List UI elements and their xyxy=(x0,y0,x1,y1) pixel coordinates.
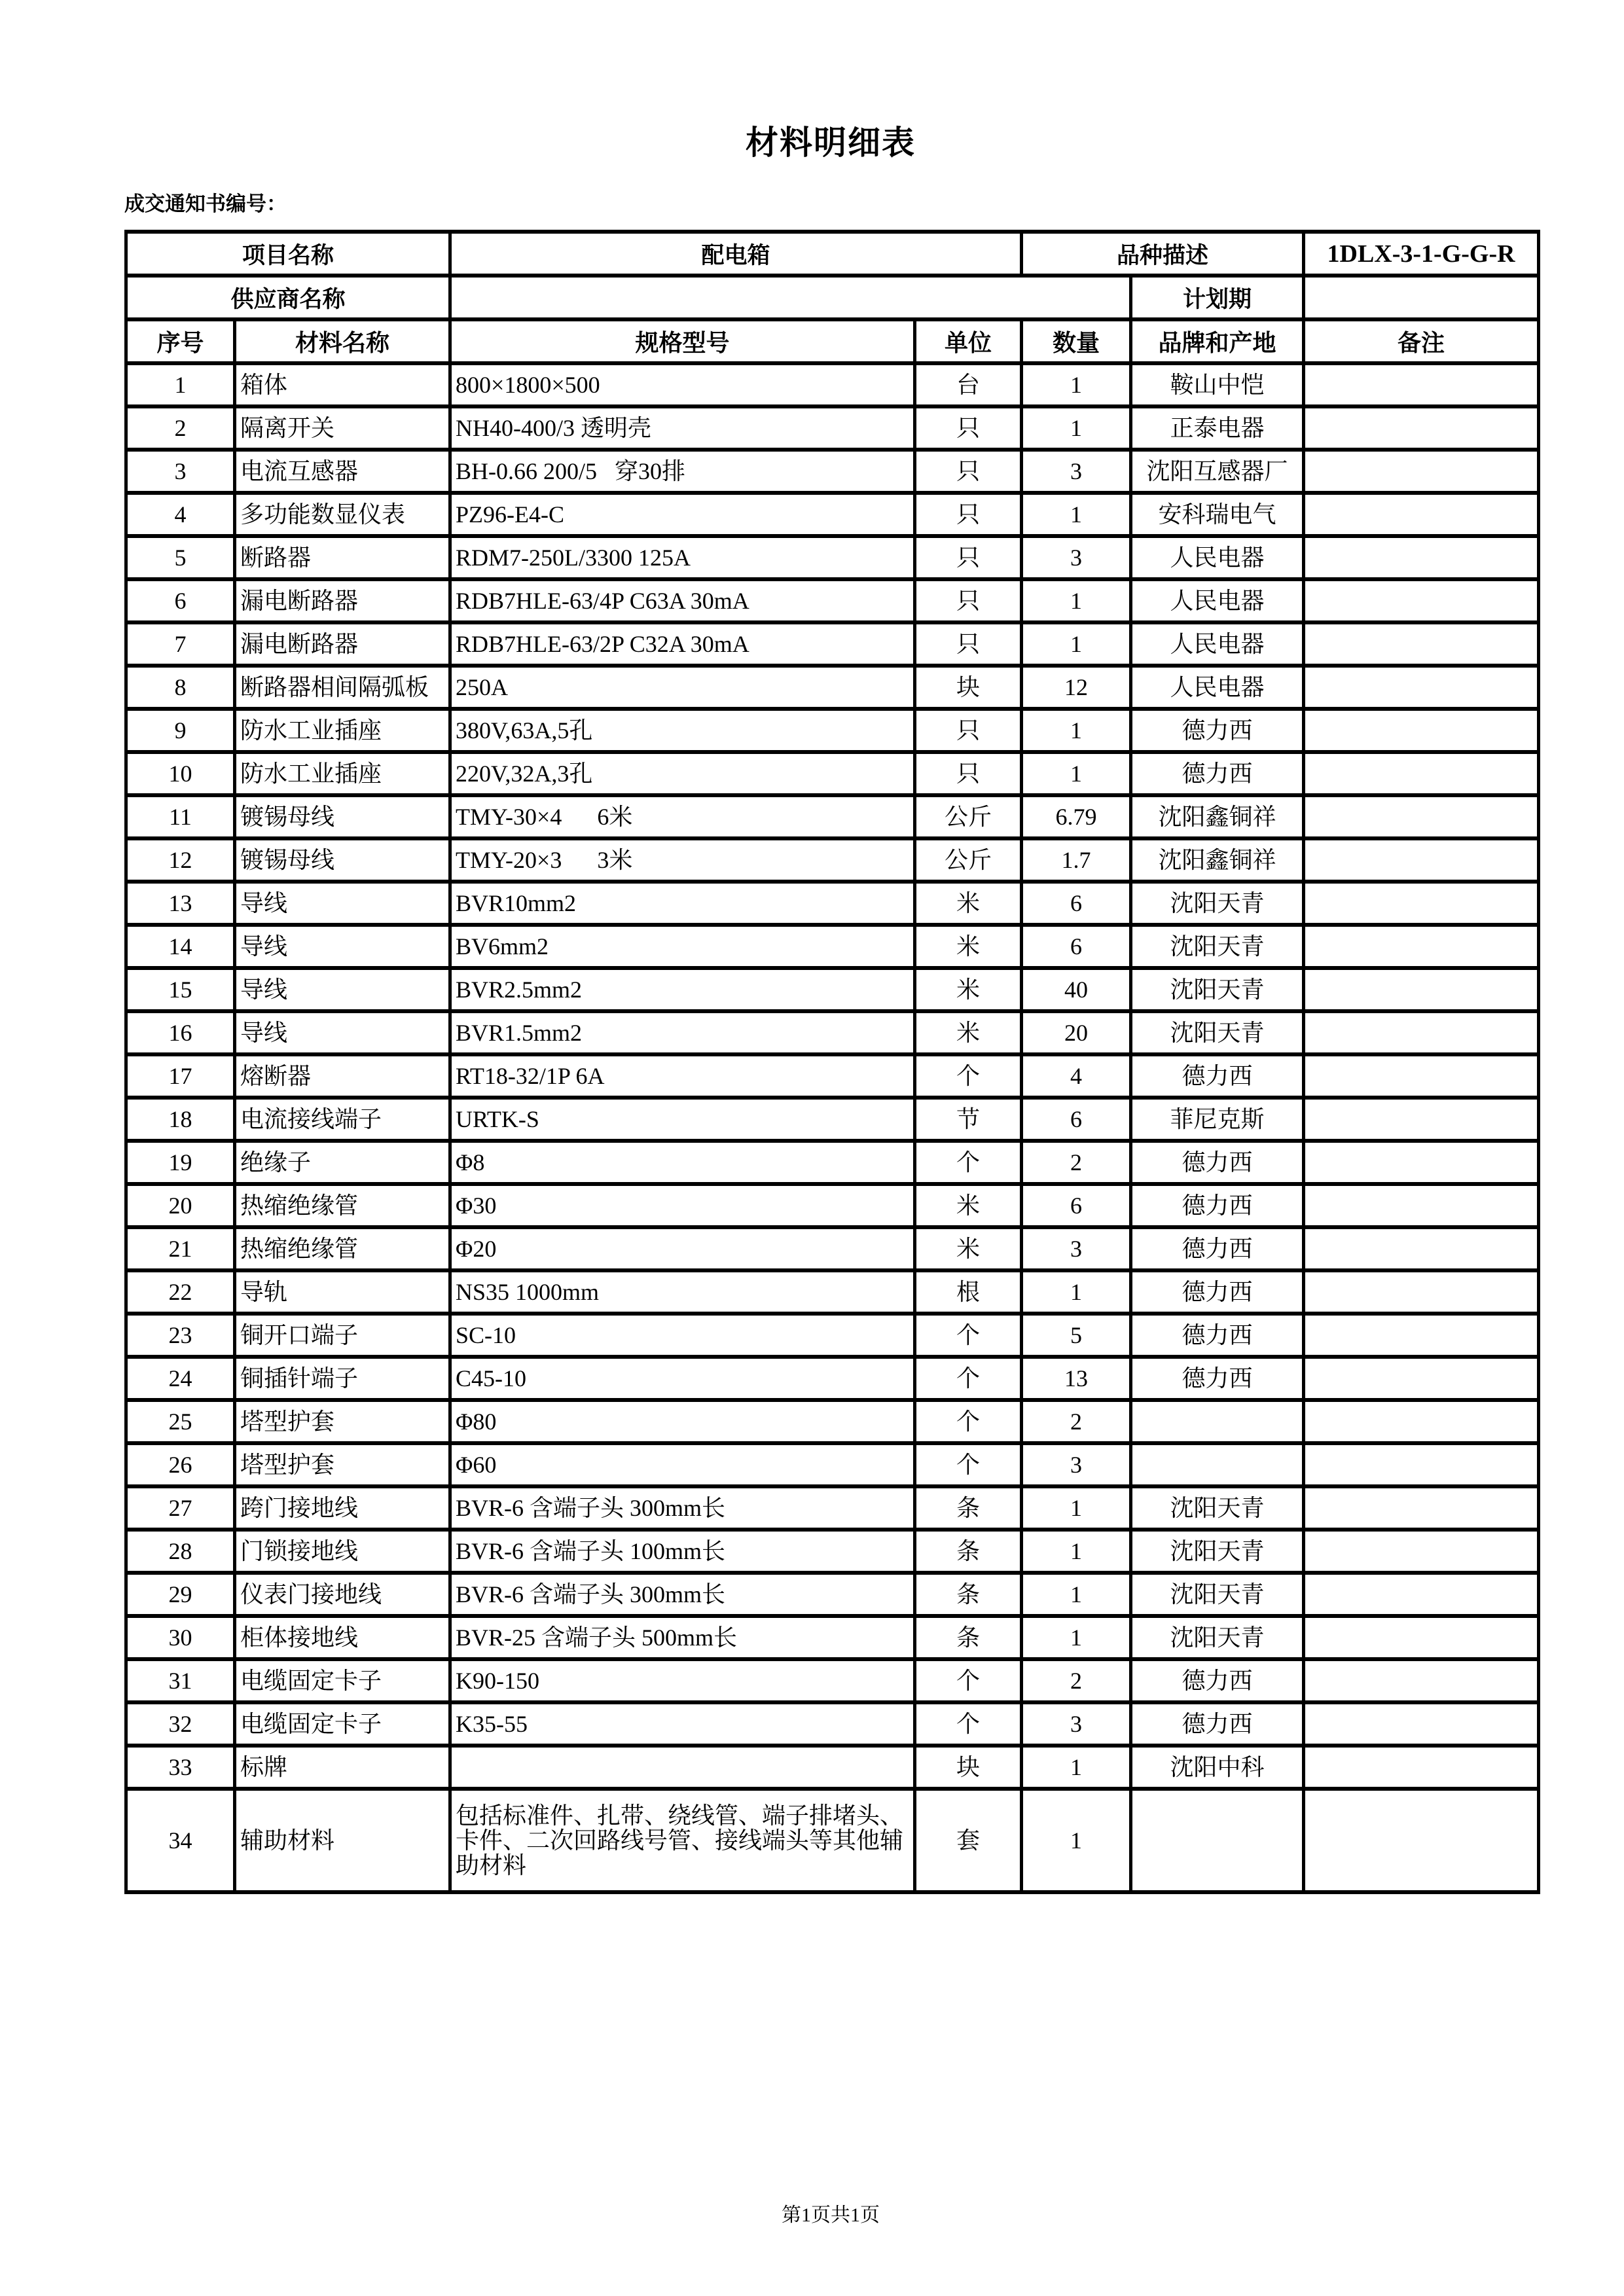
unit: 只 xyxy=(915,450,1022,493)
table-row xyxy=(126,1314,1539,1357)
spec-model: BV6mm2 xyxy=(450,925,915,968)
remark xyxy=(1304,968,1539,1011)
unit: 米 xyxy=(915,1184,1022,1227)
table-row xyxy=(126,1357,1539,1400)
col-header-name: 材料名称 xyxy=(235,319,450,363)
table-row xyxy=(126,1098,1539,1141)
row-number: 3 xyxy=(126,450,235,493)
material-name: 热缩绝缘管 xyxy=(235,1227,450,1270)
unit: 根 xyxy=(915,1270,1022,1314)
spec-model: NS35 1000mm xyxy=(450,1270,915,1314)
info-header-row-1 xyxy=(126,232,1539,276)
material-name: 镀锡母线 xyxy=(235,838,450,882)
brand-origin: 沈阳鑫铜祥 xyxy=(1131,838,1304,882)
spec-model: Φ8 xyxy=(450,1141,915,1184)
table-row xyxy=(126,795,1539,838)
material-name: 铜插针端子 xyxy=(235,1357,450,1400)
unit: 只 xyxy=(915,493,1022,536)
unit: 个 xyxy=(915,1702,1022,1746)
unit: 米 xyxy=(915,1011,1022,1054)
material-name: 跨门接地线 xyxy=(235,1486,450,1530)
table-row xyxy=(126,1270,1539,1314)
remark xyxy=(1304,1227,1539,1270)
quantity: 1 xyxy=(1022,579,1131,622)
quantity: 6 xyxy=(1022,1184,1131,1227)
row-number: 1 xyxy=(126,363,235,406)
table-row xyxy=(126,709,1539,752)
material-name: 箱体 xyxy=(235,363,450,406)
brand-origin: 沈阳天青 xyxy=(1131,882,1304,925)
table-row xyxy=(126,1227,1539,1270)
remark xyxy=(1304,1702,1539,1746)
unit: 条 xyxy=(915,1530,1022,1573)
spec-model: 250A xyxy=(450,666,915,709)
row-number: 6 xyxy=(126,579,235,622)
quantity: 3 xyxy=(1022,1702,1131,1746)
unit: 条 xyxy=(915,1616,1022,1659)
supplier-name-label: 供应商名称 xyxy=(126,276,450,319)
quantity: 3 xyxy=(1022,1443,1131,1486)
brand-origin: 人民电器 xyxy=(1131,622,1304,666)
remark xyxy=(1304,882,1539,925)
table-row xyxy=(126,1054,1539,1098)
row-number: 24 xyxy=(126,1357,235,1400)
quantity: 1 xyxy=(1022,1789,1131,1892)
row-number: 2 xyxy=(126,406,235,450)
table-row xyxy=(126,925,1539,968)
spec-model: NH40-400/3 透明壳 xyxy=(450,406,915,450)
material-name: 多功能数显仪表 xyxy=(235,493,450,536)
table-row xyxy=(126,1443,1539,1486)
brand-origin: 德力西 xyxy=(1131,1702,1304,1746)
material-name: 绝缘子 xyxy=(235,1141,450,1184)
row-number: 18 xyxy=(126,1098,235,1141)
material-name: 导线 xyxy=(235,925,450,968)
material-name: 镀锡母线 xyxy=(235,795,450,838)
quantity: 20 xyxy=(1022,1011,1131,1054)
spec-model: 380V,63A,5孔 xyxy=(450,709,915,752)
spec-model: 800×1800×500 xyxy=(450,363,915,406)
quantity: 4 xyxy=(1022,1054,1131,1098)
unit: 公斤 xyxy=(915,838,1022,882)
row-number: 34 xyxy=(126,1789,235,1892)
material-name: 柜体接地线 xyxy=(235,1616,450,1659)
brand-origin: 沈阳天青 xyxy=(1131,1616,1304,1659)
brand-origin: 人民电器 xyxy=(1131,536,1304,579)
spec-model: BVR-6 含端子头 100mm长 xyxy=(450,1530,915,1573)
col-header-spec: 规格型号 xyxy=(450,319,915,363)
quantity: 6 xyxy=(1022,882,1131,925)
brand-origin: 沈阳互感器厂 xyxy=(1131,450,1304,493)
row-number: 30 xyxy=(126,1616,235,1659)
column-header-row xyxy=(126,319,1539,363)
material-name: 导线 xyxy=(235,968,450,1011)
row-number: 27 xyxy=(126,1486,235,1530)
row-number: 14 xyxy=(126,925,235,968)
spec-model: BVR1.5mm2 xyxy=(450,1011,915,1054)
quantity: 2 xyxy=(1022,1400,1131,1443)
brand-origin: 正泰电器 xyxy=(1131,406,1304,450)
table-row xyxy=(126,1486,1539,1530)
remark xyxy=(1304,1443,1539,1486)
brand-origin: 鞍山中恺 xyxy=(1131,363,1304,406)
spec-model: C45-10 xyxy=(450,1357,915,1400)
row-number: 16 xyxy=(126,1011,235,1054)
row-number: 31 xyxy=(126,1659,235,1702)
material-name: 热缩绝缘管 xyxy=(235,1184,450,1227)
unit: 只 xyxy=(915,579,1022,622)
table-row xyxy=(126,666,1539,709)
quantity: 2 xyxy=(1022,1659,1131,1702)
quantity: 13 xyxy=(1022,1357,1131,1400)
brand-origin xyxy=(1131,1443,1304,1486)
table-row xyxy=(126,1400,1539,1443)
remark xyxy=(1304,406,1539,450)
remark xyxy=(1304,1098,1539,1141)
unit: 只 xyxy=(915,536,1022,579)
unit: 只 xyxy=(915,709,1022,752)
row-number: 4 xyxy=(126,493,235,536)
material-name: 电缆固定卡子 xyxy=(235,1702,450,1746)
remark xyxy=(1304,795,1539,838)
table-row xyxy=(126,1789,1539,1892)
table-row xyxy=(126,363,1539,406)
remark xyxy=(1304,1270,1539,1314)
row-number: 28 xyxy=(126,1530,235,1573)
material-name: 电流接线端子 xyxy=(235,1098,450,1141)
col-header-brand: 品牌和产地 xyxy=(1131,319,1304,363)
spec-model: TMY-20×3 3米 xyxy=(450,838,915,882)
unit: 个 xyxy=(915,1054,1022,1098)
quantity: 3 xyxy=(1022,536,1131,579)
quantity: 1 xyxy=(1022,1746,1131,1789)
unit: 块 xyxy=(915,1746,1022,1789)
row-number: 23 xyxy=(126,1314,235,1357)
material-name: 铜开口端子 xyxy=(235,1314,450,1357)
unit: 条 xyxy=(915,1486,1022,1530)
unit: 个 xyxy=(915,1659,1022,1702)
table-row xyxy=(126,450,1539,493)
table-row xyxy=(126,622,1539,666)
col-header-no: 序号 xyxy=(126,319,235,363)
remark xyxy=(1304,1746,1539,1789)
row-number: 33 xyxy=(126,1746,235,1789)
spec-model: 220V,32A,3孔 xyxy=(450,752,915,795)
row-number: 29 xyxy=(126,1573,235,1616)
brand-origin: 沈阳天青 xyxy=(1131,1573,1304,1616)
material-name: 防水工业插座 xyxy=(235,752,450,795)
unit: 只 xyxy=(915,622,1022,666)
table-row xyxy=(126,968,1539,1011)
spec-model: BH-0.66 200/5 穿30排 xyxy=(450,450,915,493)
material-name: 防水工业插座 xyxy=(235,709,450,752)
table-row xyxy=(126,1702,1539,1746)
row-number: 15 xyxy=(126,968,235,1011)
material-name: 电缆固定卡子 xyxy=(235,1659,450,1702)
row-number: 12 xyxy=(126,838,235,882)
row-number: 13 xyxy=(126,882,235,925)
material-name: 导轨 xyxy=(235,1270,450,1314)
row-number: 20 xyxy=(126,1184,235,1227)
unit: 只 xyxy=(915,752,1022,795)
quantity: 1 xyxy=(1022,622,1131,666)
material-name: 导线 xyxy=(235,882,450,925)
brand-origin: 菲尼克斯 xyxy=(1131,1098,1304,1141)
row-number: 5 xyxy=(126,536,235,579)
brand-origin: 沈阳天青 xyxy=(1131,1530,1304,1573)
brand-origin: 沈阳鑫铜祥 xyxy=(1131,795,1304,838)
page-title: 材料明细表 xyxy=(746,124,916,161)
brand-origin: 德力西 xyxy=(1131,1141,1304,1184)
table-row xyxy=(126,1573,1539,1616)
remark xyxy=(1304,1789,1539,1892)
plan-period-value xyxy=(1304,276,1539,319)
table-row xyxy=(126,536,1539,579)
unit: 米 xyxy=(915,968,1022,1011)
remark xyxy=(1304,363,1539,406)
unit: 个 xyxy=(915,1141,1022,1184)
row-number: 32 xyxy=(126,1702,235,1746)
spec-model: BVR10mm2 xyxy=(450,882,915,925)
plan-period-label: 计划期 xyxy=(1131,276,1304,319)
unit: 条 xyxy=(915,1573,1022,1616)
quantity: 1 xyxy=(1022,752,1131,795)
quantity: 2 xyxy=(1022,1141,1131,1184)
quantity: 6 xyxy=(1022,925,1131,968)
unit: 块 xyxy=(915,666,1022,709)
quantity: 3 xyxy=(1022,450,1131,493)
spec-model: RDM7-250L/3300 125A xyxy=(450,536,915,579)
brand-origin xyxy=(1131,1789,1304,1892)
remark xyxy=(1304,1357,1539,1400)
quantity: 5 xyxy=(1022,1314,1131,1357)
material-name: 门锁接地线 xyxy=(235,1530,450,1573)
materials-table xyxy=(124,230,1540,1894)
brand-origin: 德力西 xyxy=(1131,1270,1304,1314)
spec-model: BVR-6 含端子头 300mm长 xyxy=(450,1486,915,1530)
table-row xyxy=(126,1746,1539,1789)
remark xyxy=(1304,1573,1539,1616)
project-name-value: 配电箱 xyxy=(450,232,1022,276)
page-footer: 第1页共1页 xyxy=(782,2204,880,2226)
spec-model xyxy=(450,1746,915,1789)
remark xyxy=(1304,838,1539,882)
notice-number-label: 成交通知书编号： xyxy=(124,192,287,215)
brand-origin: 沈阳天青 xyxy=(1131,1486,1304,1530)
spec-model: BVR-6 含端子头 300mm长 xyxy=(450,1573,915,1616)
remark xyxy=(1304,1054,1539,1098)
spec-model: K35-55 xyxy=(450,1702,915,1746)
material-name: 熔断器 xyxy=(235,1054,450,1098)
spec-model: SC-10 xyxy=(450,1314,915,1357)
row-number: 17 xyxy=(126,1054,235,1098)
material-name: 断路器相间隔弧板 xyxy=(235,666,450,709)
spec-model: 包括标准件、扎带、绕线管、端子排堵头、卡件、二次回路线号管、接线端头等其他辅助材料 xyxy=(450,1789,915,1892)
spec-model: URTK-S xyxy=(450,1098,915,1141)
remark xyxy=(1304,450,1539,493)
unit: 个 xyxy=(915,1357,1022,1400)
table-row xyxy=(126,1184,1539,1227)
quantity: 40 xyxy=(1022,968,1131,1011)
brand-origin: 德力西 xyxy=(1131,1314,1304,1357)
row-number: 7 xyxy=(126,622,235,666)
remark xyxy=(1304,1616,1539,1659)
quantity: 1 xyxy=(1022,1270,1131,1314)
supplier-name-value xyxy=(450,276,1131,319)
table-row xyxy=(126,406,1539,450)
material-name: 仪表门接地线 xyxy=(235,1573,450,1616)
material-name: 塔型护套 xyxy=(235,1443,450,1486)
row-number: 9 xyxy=(126,709,235,752)
spec-model: BVR2.5mm2 xyxy=(450,968,915,1011)
row-number: 21 xyxy=(126,1227,235,1270)
brand-origin: 安科瑞电气 xyxy=(1131,493,1304,536)
spec-model: BVR-25 含端子头 500mm长 xyxy=(450,1616,915,1659)
material-name: 辅助材料 xyxy=(235,1789,450,1892)
brand-origin: 沈阳天青 xyxy=(1131,925,1304,968)
row-number: 22 xyxy=(126,1270,235,1314)
table-row xyxy=(126,1011,1539,1054)
quantity: 1 xyxy=(1022,1530,1131,1573)
remark xyxy=(1304,622,1539,666)
material-name: 标牌 xyxy=(235,1746,450,1789)
unit: 个 xyxy=(915,1443,1022,1486)
remark xyxy=(1304,709,1539,752)
material-name: 漏电断路器 xyxy=(235,622,450,666)
unit: 节 xyxy=(915,1098,1022,1141)
spec-model: Φ80 xyxy=(450,1400,915,1443)
unit: 米 xyxy=(915,925,1022,968)
quantity: 1.7 xyxy=(1022,838,1131,882)
spec-model: RDB7HLE-63/4P C63A 30mA xyxy=(450,579,915,622)
brand-origin xyxy=(1131,1400,1304,1443)
remark xyxy=(1304,752,1539,795)
table-row xyxy=(126,1616,1539,1659)
remark xyxy=(1304,536,1539,579)
brand-origin: 人民电器 xyxy=(1131,666,1304,709)
quantity: 1 xyxy=(1022,1616,1131,1659)
material-name: 塔型护套 xyxy=(235,1400,450,1443)
row-number: 26 xyxy=(126,1443,235,1486)
material-name: 电流互感器 xyxy=(235,450,450,493)
spec-model: Φ30 xyxy=(450,1184,915,1227)
brand-origin: 德力西 xyxy=(1131,709,1304,752)
brand-origin: 德力西 xyxy=(1131,1184,1304,1227)
remark xyxy=(1304,925,1539,968)
material-name: 隔离开关 xyxy=(235,406,450,450)
remark xyxy=(1304,1486,1539,1530)
row-number: 10 xyxy=(126,752,235,795)
brand-origin: 德力西 xyxy=(1131,1227,1304,1270)
quantity: 1 xyxy=(1022,363,1131,406)
brand-origin: 沈阳天青 xyxy=(1131,1011,1304,1054)
unit: 个 xyxy=(915,1400,1022,1443)
quantity: 6 xyxy=(1022,1098,1131,1141)
remark xyxy=(1304,1400,1539,1443)
remark xyxy=(1304,1141,1539,1184)
project-name-label: 项目名称 xyxy=(126,232,450,276)
quantity: 12 xyxy=(1022,666,1131,709)
unit: 米 xyxy=(915,882,1022,925)
info-header-row-2 xyxy=(126,276,1539,319)
brand-origin: 德力西 xyxy=(1131,1357,1304,1400)
variety-desc-value: 1DLX-3-1-G-G-R xyxy=(1304,232,1539,276)
table-row xyxy=(126,1659,1539,1702)
table-row xyxy=(126,1141,1539,1184)
unit: 个 xyxy=(915,1314,1022,1357)
brand-origin: 德力西 xyxy=(1131,752,1304,795)
material-name: 断路器 xyxy=(235,536,450,579)
col-header-qty: 数量 xyxy=(1022,319,1131,363)
table-row xyxy=(126,838,1539,882)
table-row xyxy=(126,493,1539,536)
unit: 公斤 xyxy=(915,795,1022,838)
unit: 台 xyxy=(915,363,1022,406)
remark xyxy=(1304,666,1539,709)
spec-model: RDB7HLE-63/2P C32A 30mA xyxy=(450,622,915,666)
remark xyxy=(1304,493,1539,536)
col-header-unit: 单位 xyxy=(915,319,1022,363)
spec-model: K90-150 xyxy=(450,1659,915,1702)
row-number: 19 xyxy=(126,1141,235,1184)
spec-model: RT18-32/1P 6A xyxy=(450,1054,915,1098)
remark xyxy=(1304,1184,1539,1227)
quantity: 6.79 xyxy=(1022,795,1131,838)
col-header-remark: 备注 xyxy=(1304,319,1539,363)
brand-origin: 沈阳中科 xyxy=(1131,1746,1304,1789)
brand-origin: 德力西 xyxy=(1131,1659,1304,1702)
quantity: 1 xyxy=(1022,406,1131,450)
material-name: 漏电断路器 xyxy=(235,579,450,622)
brand-origin: 人民电器 xyxy=(1131,579,1304,622)
row-number: 25 xyxy=(126,1400,235,1443)
quantity: 1 xyxy=(1022,1486,1131,1530)
table-row xyxy=(126,882,1539,925)
remark xyxy=(1304,1314,1539,1357)
unit: 套 xyxy=(915,1789,1022,1892)
brand-origin: 沈阳天青 xyxy=(1131,968,1304,1011)
document-content xyxy=(124,0,1537,2227)
table-row xyxy=(126,579,1539,622)
quantity: 1 xyxy=(1022,709,1131,752)
remark xyxy=(1304,579,1539,622)
quantity: 1 xyxy=(1022,1573,1131,1616)
brand-origin: 德力西 xyxy=(1131,1054,1304,1098)
unit: 只 xyxy=(915,406,1022,450)
spec-model: Φ60 xyxy=(450,1443,915,1486)
remark xyxy=(1304,1659,1539,1702)
quantity: 1 xyxy=(1022,493,1131,536)
remark xyxy=(1304,1530,1539,1573)
spec-model: PZ96-E4-C xyxy=(450,493,915,536)
quantity: 3 xyxy=(1022,1227,1131,1270)
material-name: 导线 xyxy=(235,1011,450,1054)
unit: 米 xyxy=(915,1227,1022,1270)
spec-model: Φ20 xyxy=(450,1227,915,1270)
row-number: 11 xyxy=(126,795,235,838)
row-number: 8 xyxy=(126,666,235,709)
table-row xyxy=(126,1530,1539,1573)
remark xyxy=(1304,1011,1539,1054)
variety-desc-label: 品种描述 xyxy=(1022,232,1304,276)
spec-model: TMY-30×4 6米 xyxy=(450,795,915,838)
table-row xyxy=(126,752,1539,795)
